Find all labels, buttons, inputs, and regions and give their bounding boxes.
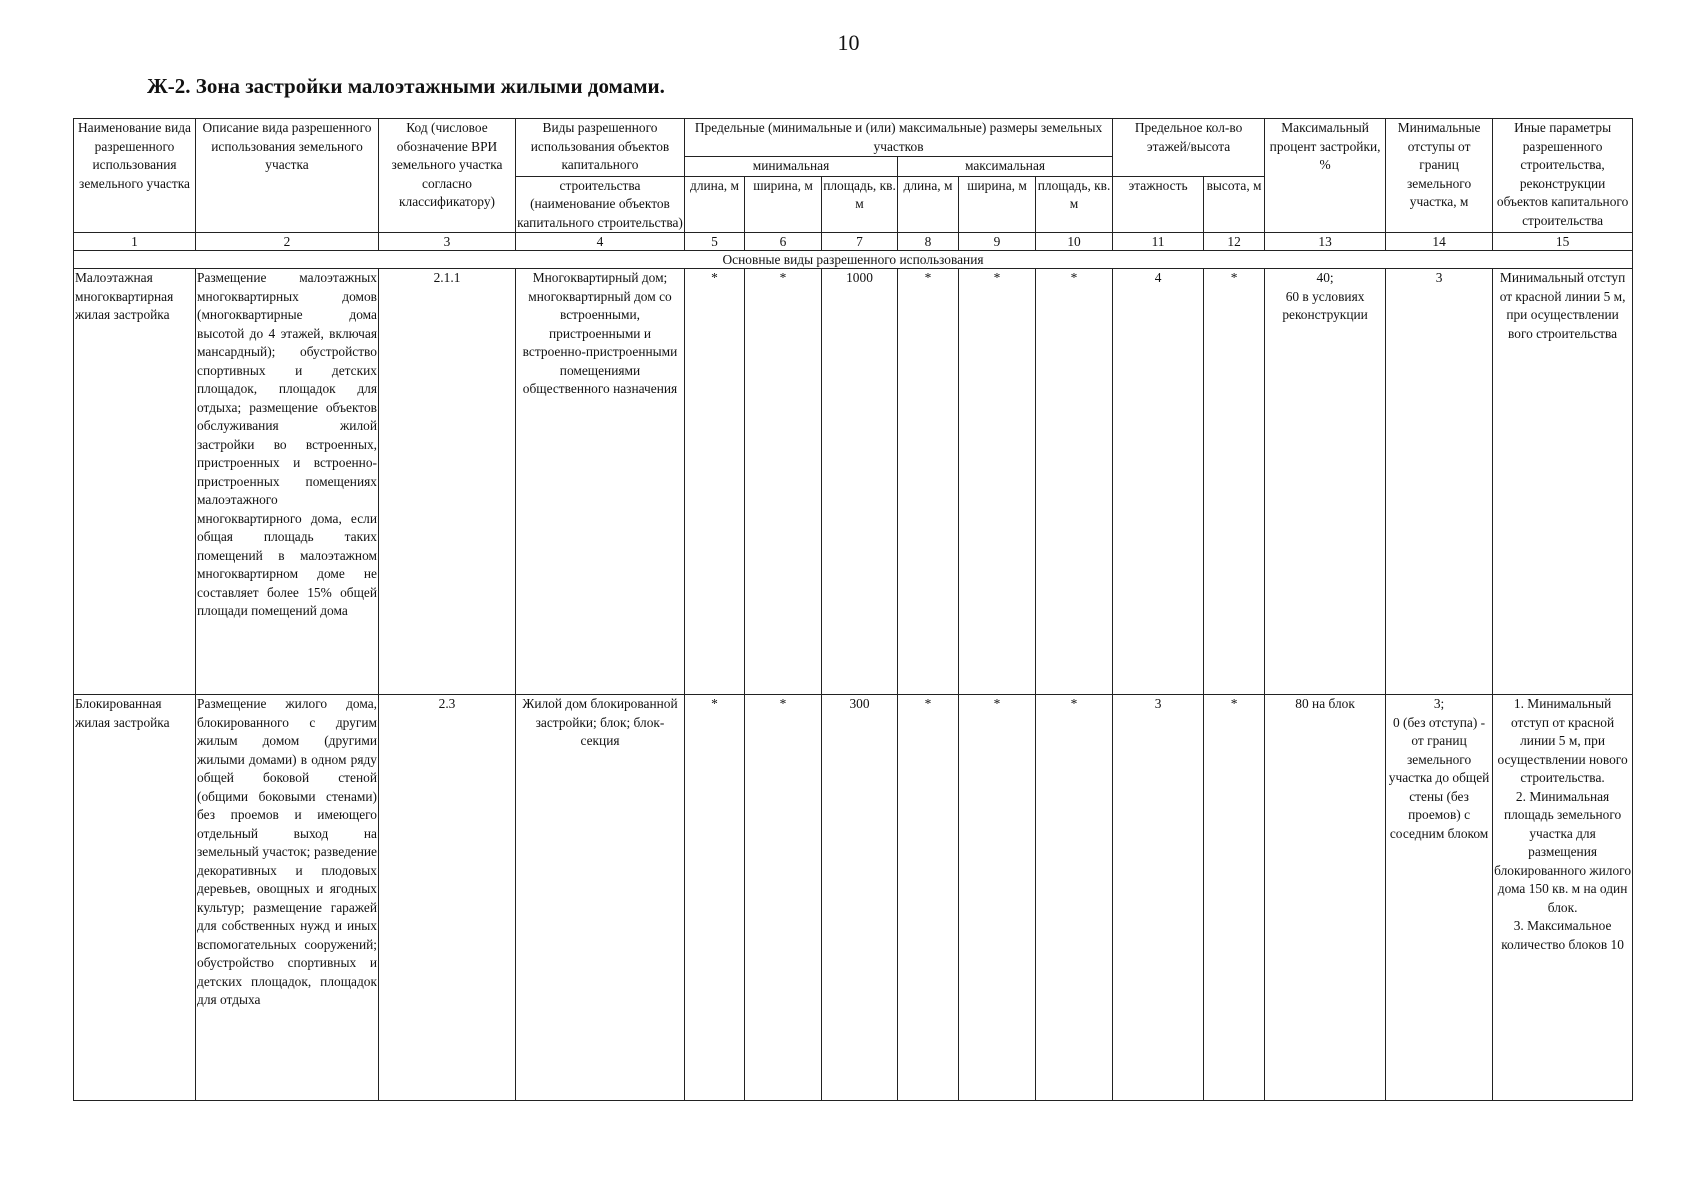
section-row — [74, 251, 1633, 269]
column-number: 14 — [1386, 233, 1493, 251]
zoning-table — [73, 118, 1633, 1101]
cell-other: Минимальный отступ от красной линии 5 м, при осуществлении вого строительства — [1493, 269, 1633, 695]
cell-height: * — [1204, 695, 1265, 1101]
column-number: 9 — [959, 233, 1036, 251]
cell-height: * — [1204, 269, 1265, 695]
header-max-area: площадь, кв. м — [1036, 176, 1113, 233]
cell-max-percent: 40; 60 в условиях реконструкции — [1265, 269, 1386, 695]
column-number: 1 — [74, 233, 196, 251]
header-min-setback: Минимальные отступы от границ земельного участка, м — [1386, 119, 1493, 233]
column-number: 10 — [1036, 233, 1113, 251]
header-maximal: максимальная — [898, 157, 1113, 177]
column-number: 3 — [379, 233, 516, 251]
cell-max-area: * — [1036, 269, 1113, 695]
column-number: 2 — [196, 233, 379, 251]
header-other-params: Иные параметры разрешенного строительства, реконструкции объектов капитального строительства — [1493, 119, 1633, 233]
cell-max-area: * — [1036, 695, 1113, 1101]
cell-other: 1. Минимальный отступ от красной линии 5 м, при осуществлении нового строительства. 2. Минимальная площадь земельного участка для размещения блокированного жилого дома 150 кв. м на один блок. 3. Максимальное количество блоков 10 — [1493, 695, 1633, 1101]
cell-kinds: Жилой дом блокированной застройки; блок; блок-секция — [516, 695, 685, 1101]
header-max-length: длина, м — [898, 176, 959, 233]
cell-min-area: 1000 — [822, 269, 898, 695]
header-kinds-top: Виды разрешенного использования объектов капитального — [516, 119, 685, 177]
cell-floors: 4 — [1113, 269, 1204, 695]
cell-min-area: 300 — [822, 695, 898, 1101]
header-max-width: ширина, м — [959, 176, 1036, 233]
cell-description: Размещение жилого дома, блокированного с другим жилым домом (другими жилыми домами) в одном ряду общей боковой стеной (общими боковыми стенами) без проемов и имеющего отдельный выход на земельный участок; разведение декоративных и плодовых деревьев, овощных и ягодных культур; размещение гаражей для собственных нужд и иных вспомогательных сооружений; обустройство спортивных и детских площадок, площадок для отдыха — [196, 695, 379, 1101]
header-min-length: длина, м — [685, 176, 745, 233]
header-description: Описание вида разрешенного использования земельного участка — [196, 119, 379, 233]
column-number: 5 — [685, 233, 745, 251]
cell-name: Малоэтажная многоквартирная жилая застройка — [74, 269, 196, 695]
column-number: 7 — [822, 233, 898, 251]
cell-code: 2.1.1 — [379, 269, 516, 695]
cell-setback: 3; 0 (без отступа) - от границ земельного участка до общей стены (без проемов) с соседним блоком — [1386, 695, 1493, 1101]
cell-min-length: * — [685, 695, 745, 1101]
cell-description: Размещение малоэтажных многоквартирных домов (многоквартирные дома высотой до 4 этажей, включая мансардный); обустройство спортивных и детских площадок, площадок для отдыха; размещение объектов обслуживания жилой застройки во встроенных, пристроенных и встроенно-пристроенных помещениях малоэтажного многоквартирного дома, если общая площадь таких помещений в малоэтажном многоквартирном доме не составляет более 15% общей площади помещений дома — [196, 269, 379, 695]
zone-title: Ж-2. Зона застройки малоэтажными жилыми домами. — [147, 74, 665, 98]
column-number-row — [74, 233, 1633, 251]
cell-code: 2.3 — [379, 695, 516, 1101]
cell-max-length: * — [898, 269, 959, 695]
header-height: высота, м — [1204, 176, 1265, 233]
cell-kinds: Многоквартирный дом; многоквартирный дом со встроенными, пристроенными и встроенно-пристроенными помещениями общественного назначения — [516, 269, 685, 695]
column-number: 6 — [745, 233, 822, 251]
column-number: 8 — [898, 233, 959, 251]
cell-max-width: * — [959, 695, 1036, 1101]
column-number: 4 — [516, 233, 685, 251]
section-title: Основные виды разрешенного использования — [74, 251, 1633, 269]
table-row — [74, 269, 1633, 695]
cell-min-width: * — [745, 695, 822, 1101]
cell-min-length: * — [685, 269, 745, 695]
column-number: 12 — [1204, 233, 1265, 251]
header-min-width: ширина, м — [745, 176, 822, 233]
table-row — [74, 695, 1633, 1101]
page-number: 10 — [837, 30, 860, 55]
cell-max-length: * — [898, 695, 959, 1101]
cell-max-width: * — [959, 269, 1036, 695]
header-code: Код (числовое обозначение ВРИ земельного участка согласно классификатору) — [379, 119, 516, 233]
header-minimal: минимальная — [685, 157, 898, 177]
column-number: 13 — [1265, 233, 1386, 251]
cell-name: Блокированная жилая застройка — [74, 695, 196, 1101]
header-floors: этажность — [1113, 176, 1204, 233]
cell-floors: 3 — [1113, 695, 1204, 1101]
header-row-1 — [74, 119, 1633, 157]
header-min-area: площадь, кв. м — [822, 176, 898, 233]
header-floors-height: Предельное кол-во этажей/высота — [1113, 119, 1265, 177]
header-kinds-bottom: строительства (наименование объектов капитального строительства) — [516, 176, 685, 233]
cell-setback: 3 — [1386, 269, 1493, 695]
header-name: Наименование вида разрешенного использования земельного участка — [74, 119, 196, 233]
header-max-percent: Максимальный процент застройки, % — [1265, 119, 1386, 233]
cell-min-width: * — [745, 269, 822, 695]
column-number: 11 — [1113, 233, 1204, 251]
cell-max-percent: 80 на блок — [1265, 695, 1386, 1101]
column-number: 15 — [1493, 233, 1633, 251]
header-limits: Предельные (минимальные и (или) максимальные) размеры земельных участков — [685, 119, 1113, 157]
